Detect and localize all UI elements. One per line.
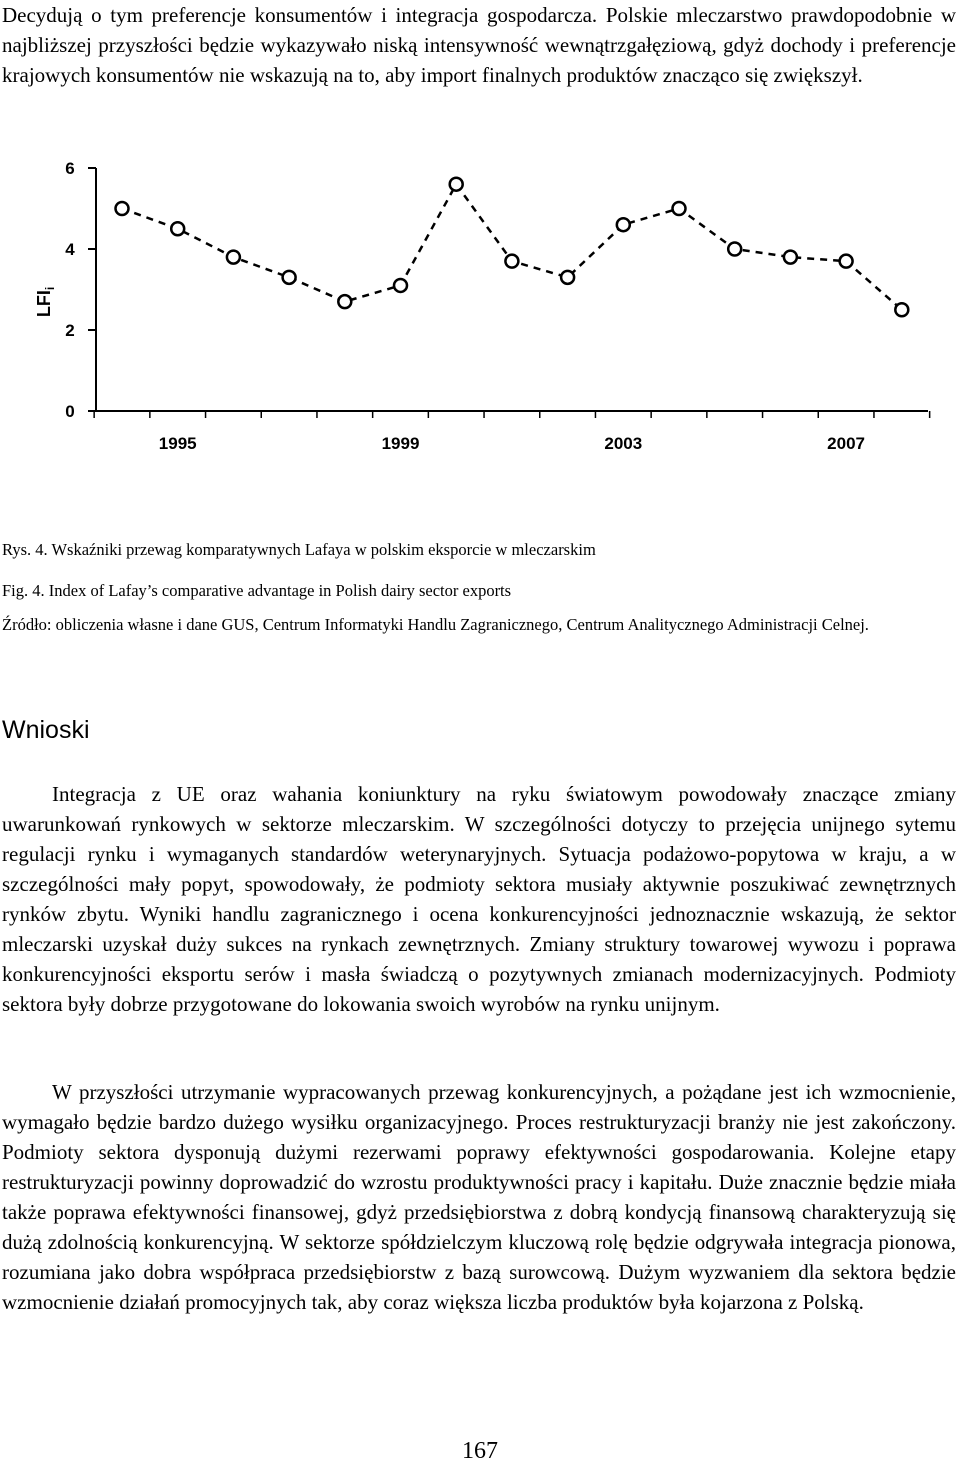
data-point <box>784 251 797 264</box>
data-point <box>227 251 240 264</box>
intro-paragraph: Decydują o tym preferencje konsumentów i integracja gospodarcza. Polskie mleczarstwo prawdopodobnie w najbliższej przyszłości będzie wykazywało niską intensywność wewnątrzgałęziową, gdyż dochody i preferencje krajowych konsumentów nie wskazują na to, aby import finalnych produktów znacząco się zwiększył. <box>2 3 956 87</box>
data-point <box>673 202 686 215</box>
data-point <box>728 243 741 256</box>
figure-caption-en: Fig. 4. Index of Lafay’s comparative advantage in Polish dairy sector exports <box>2 581 512 600</box>
figure-caption-pl: Rys. 4. Wskaźniki przewag komparatywnych Lafaya w polskim eksporcie w mleczarskim <box>2 540 596 559</box>
data-point <box>450 178 463 191</box>
y-axis-label: $LFI_i$ <box>34 286 57 318</box>
data-point <box>171 222 184 235</box>
data-point <box>283 271 296 284</box>
x-tick-label: 2003 <box>604 434 643 453</box>
data-point <box>338 295 351 308</box>
data-point <box>840 255 853 268</box>
lfi-chart-svg <box>0 150 960 470</box>
conclusion-paragraph-1: Integracja z UE oraz wahania koniunktury na ryku światowym powodowały znaczące zmiany uwarunkowań rynkowych w sektorze mleczarskim. W szczególności dotyczy to przejęcia unijnego sytemu regulacji rynku i wymaganych standardów weterynaryjnych. Sytuacja podażowo-popytowa w kraju, a w szczególności mały popyt, spowodowały, że podmioty sektora musiały aktywnie poszukiwać zewnętrznych rynków zbytu. Wyniki handlu zagranicznego i ocena konkurencyjności jednoznacznie wskazują, że sektor mleczarski uzyskał duży sukces na rynkach zewnętrznych. Zmiany struktury towarowej wywozu i poprawa konkurencyjności eksportu serów i masła świadczą o pozytywnych zmianach modernizacyjnych. Podmioty sektora były dobrze przygotowane do lokowania swoich wyrobów na rynku unijnym. <box>2 782 956 1016</box>
series-line <box>122 184 902 310</box>
data-point <box>505 255 518 268</box>
figure-source-note: Źródło: obliczenia własne i dane GUS, Centrum Informatyki Handlu Zagranicznego, Centrum Analitycznego Administracji Celnej. <box>2 615 869 634</box>
data-point <box>394 279 407 292</box>
conclusion-paragraph-2: W przyszłości utrzymanie wypracowanych przewag konkurencyjnych, a pożądane jest ich wzmocnienie, wymagało będzie bardzo dużego wysiłku organizacyjnego. Proces restrukturyzacji branży nie jest zakończony. Podmioty sektora dysponują dużymi rezerwami poprawy efektywności gospodarowania. Kolejne etapy restrukturyzacji powinny doprowadzić do wzrostu produktywności pracy i kapitału. Duże znacznie będzie miała także poprawa efektywności finansowej, gdyż przedsiębiorstwa z dobrą kondycją finansową charakteryzują się dużą zdolnością konkurencyjną. W sektorze spółdzielczym kluczową rolę będzie odgrywała integracja pionowa, rozumiana jako dobra współpraca przedsiębiorstw z bazą surowcową. Dużym wyzwaniem dla sektora będzie wzmocnienie działań promocyjnych tak, aby coraz większa liczba produktów była kojarzona z Polską. <box>2 1080 956 1314</box>
data-point <box>116 202 129 215</box>
data-point <box>561 271 574 284</box>
x-tick-label: 1999 <box>381 434 420 453</box>
page-number: 167 <box>462 1438 498 1464</box>
y-tick-label: 4 <box>65 240 75 259</box>
lfi-chart <box>0 150 960 470</box>
y-tick-label: 0 <box>65 402 75 421</box>
data-point <box>895 303 908 316</box>
y-tick-label: 2 <box>65 321 75 340</box>
section-heading: Wnioski <box>2 716 90 744</box>
x-tick-label: 1995 <box>158 434 197 453</box>
data-point <box>617 218 630 231</box>
x-tick-label: 2007 <box>827 434 866 453</box>
y-tick-label: 6 <box>65 159 75 178</box>
